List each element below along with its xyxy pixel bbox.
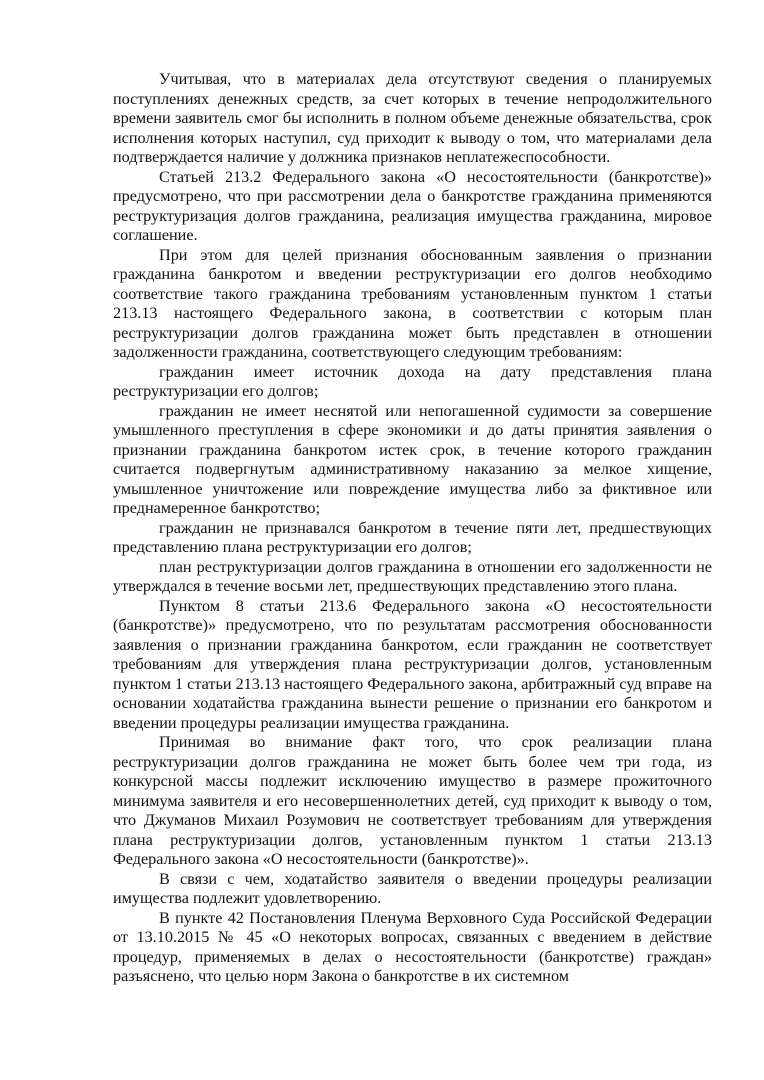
paragraph-requirement-not-bankrupt: гражданин не признавался банкротом в течение пяти лет, предшествующих представлению плана реструктуризации его долгов;	[113, 518, 712, 556]
paragraph-requirement-no-conviction: гражданин не имеет неснятой или непогашенной судимости за совершение умышленного преступления в сфере экономики и до даты принятия заявления о признании гражданина банкротом истек срок, в течение которого гражданин считается подвергнутым административному наказанию за мелкое хищение, умышленное уничтожение или повреждение имущества либо за фиктивное или преднамеренное банкротство;	[113, 401, 712, 517]
paragraph-motion-granted: В связи с чем, ходатайство заявителя о введении процедуры реализации имущества подлежит удовлетворению.	[113, 869, 712, 907]
paragraph-plenum-resolution: В пункте 42 Постановления Пленума Верховного Суда Российской Федерации от 13.10.2015 № 45 «О некоторых вопросах, связанных с введением в действие процедур, применяемых в делах о несостоятельности (банкротстве) граждан» разъяснено, что целью норм Закона о банкротстве в их системном	[113, 908, 712, 985]
paragraph-requirement-income: гражданин имеет источник дохода на дату представления плана реструктуризации его долгов;	[113, 362, 712, 400]
paragraph-insolvency-conclusion: Учитывая, что в материалах дела отсутствуют сведения о планируемых поступлениях денежных средств, за счет которых в течение непродолжительного времени заявитель смог бы исполнить в полном объеме денежные обязательства, срок исполнения которых наступил, суд приходит к выводу о том, что материалами дела подтверждается наличие у должника признаков неплатежеспособности.	[113, 70, 712, 166]
paragraph-restructuring-requirements: При этом для целей признания обоснованным заявления о признании гражданина банкротом и введении реструктуризации его долгов необходимо соответствие такого гражданина требованиям установленным пунктом 1 статьи 213.13 настоящего Федерального закона, в соответствии с которым план реструктуризации долгов гражданина может быть представлен в отношении задолженности гражданина, соответствующего следующим требованиям:	[113, 245, 712, 361]
paragraph-court-finding: Принимая во внимание факт того, что срок реализации плана реструктуризации долгов гражданина не может быть более чем три года, из конкурсной массы подлежит исключению имущество в размере прожиточного минимума заявителя и его несовершеннолетних детей, суд приходит к выводу о том, что Джуманов Михаил Розумович не соответствует требованиям для утверждения плана реструктуризации долгов, установленным пунктом 1 статьи 213.13 Федерального закона «О несостоятельности (банкротстве)».	[113, 733, 712, 868]
paragraph-requirement-no-plan: план реструктуризации долгов гражданина в отношении его задолженности не утверждался в течение восьми лет, предшествующих представлению этого плана.	[113, 557, 712, 595]
paragraph-article-213-2: Статьей 213.2 Федерального закона «О несостоятельности (банкротстве)» предусмотрено, что при рассмотрении дела о банкротстве гражданина применяются реструктуризация долгов гражданина, реализация имущества гражданина, мировое соглашение.	[113, 167, 712, 244]
paragraph-article-213-6: Пунктом 8 статьи 213.6 Федерального закона «О несостоятельности (банкротстве)» предусмотрено, что по результатам рассмотрения обоснованности заявления о признании гражданина банкротом, если гражданин не соответствует требованиям для утверждения плана реструктуризации долгов, установленным пунктом 1 статьи 213.13 настоящего Федерального закона, арбитражный суд вправе на основании ходатайства гражданина вынести решение о признании его банкротом и введении процедуры реализации имущества гражданина.	[113, 596, 712, 732]
document-body	[113, 70, 712, 987]
